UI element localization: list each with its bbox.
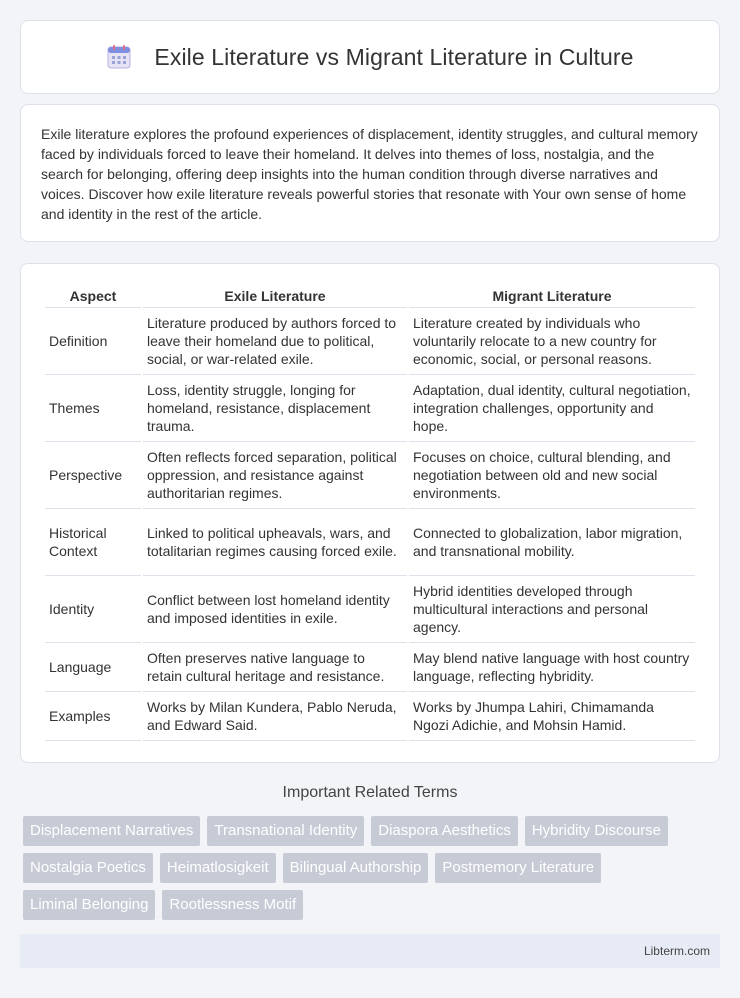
row-aspect: Examples [45,692,141,741]
table-row [45,509,695,576]
row-migrant: May blend native language with host country language, reflecting hybridity. [409,643,695,692]
row-exile: Often reflects forced separation, political oppression, and resistance against authoritarian regimes. [143,442,407,509]
row-migrant: Hybrid identities developed through multicultural interactions and personal agency. [409,576,695,643]
related-terms-heading: Important Related Terms [282,784,458,801]
row-aspect: Language [45,643,141,692]
term-tag[interactable]: Nostalgia Poetics [23,853,153,883]
term-tag[interactable]: Diaspora Aesthetics [371,816,518,846]
row-migrant: Literature created by individuals who voluntarily relocate to a new country for economic, social, or personal reasons. [409,308,695,375]
term-tag[interactable]: Rootlessness Motif [162,890,303,920]
term-tag[interactable]: Hybridity Discourse [525,816,668,846]
row-aspect: Historical Context [45,509,141,576]
row-aspect: Perspective [45,442,141,509]
row-aspect: Identity [45,576,141,643]
row-aspect: Definition [45,308,141,375]
comparison-card [20,263,720,763]
term-tag[interactable]: Bilingual Authorship [283,853,429,883]
row-aspect: Themes [45,375,141,442]
table-row [45,692,695,741]
term-tag[interactable]: Heimatlosigkeit [160,853,276,883]
row-migrant: Works by Jhumpa Lahiri, Chimamanda Ngozi Adichie, and Mohsin Hamid. [409,692,695,741]
table-row [45,375,695,442]
table-row [45,442,695,509]
table-row [45,576,695,643]
table-header-row [45,284,695,308]
title-card [20,20,720,94]
footer-brand-link[interactable]: Libterm.com [643,944,710,958]
row-migrant: Adaptation, dual identity, cultural negotiation, integration challenges, opportunity and hope. [409,375,695,442]
related-terms-list [23,816,723,927]
row-exile: Linked to political upheavals, wars, and totalitarian regimes causing forced exile. [143,509,407,576]
row-exile: Works by Milan Kundera, Pablo Neruda, and Edward Said. [143,692,407,741]
intro-text: Exile literature explores the profound experiences of displacement, identity struggles, and cultural memory faced by individuals forced to leave their homeland. It delves into themes of loss, nostalgia, and the search for belonging, offering deep insights into the human condition through diverse narratives and voices. Discover how exile literature reveals powerful stories that resonate with Your own sense of home and identity in the rest of the article. [41,126,698,222]
row-exile: Conflict between lost homeland identity and imposed identities in exile. [143,576,407,643]
header-migrant: Migrant Literature [409,284,695,308]
header-exile: Exile Literature [143,284,407,308]
row-exile: Loss, identity struggle, longing for homeland, resistance, displacement trauma. [143,375,407,442]
term-tag[interactable]: Displacement Narratives [23,816,200,846]
term-tag[interactable]: Transnational Identity [207,816,364,846]
term-tag[interactable]: Postmemory Literature [435,853,601,883]
row-migrant: Connected to globalization, labor migration, and transnational mobility. [409,509,695,576]
intro-card [20,104,720,242]
header-aspect: Aspect [45,284,141,308]
page-title: Exile Literature vs Migrant Literature in Culture [154,43,634,70]
row-exile: Literature produced by authors forced to leave their homeland due to political, social, or war-related exile. [143,308,407,375]
term-tag[interactable]: Liminal Belonging [23,890,155,920]
calendar-icon [106,44,132,70]
footer [20,934,720,968]
comparison-table [43,284,697,741]
row-exile: Often preserves native language to retain cultural heritage and resistance. [143,643,407,692]
table-row [45,643,695,692]
table-row [45,308,695,375]
row-migrant: Focuses on choice, cultural blending, and negotiation between old and new social environments. [409,442,695,509]
